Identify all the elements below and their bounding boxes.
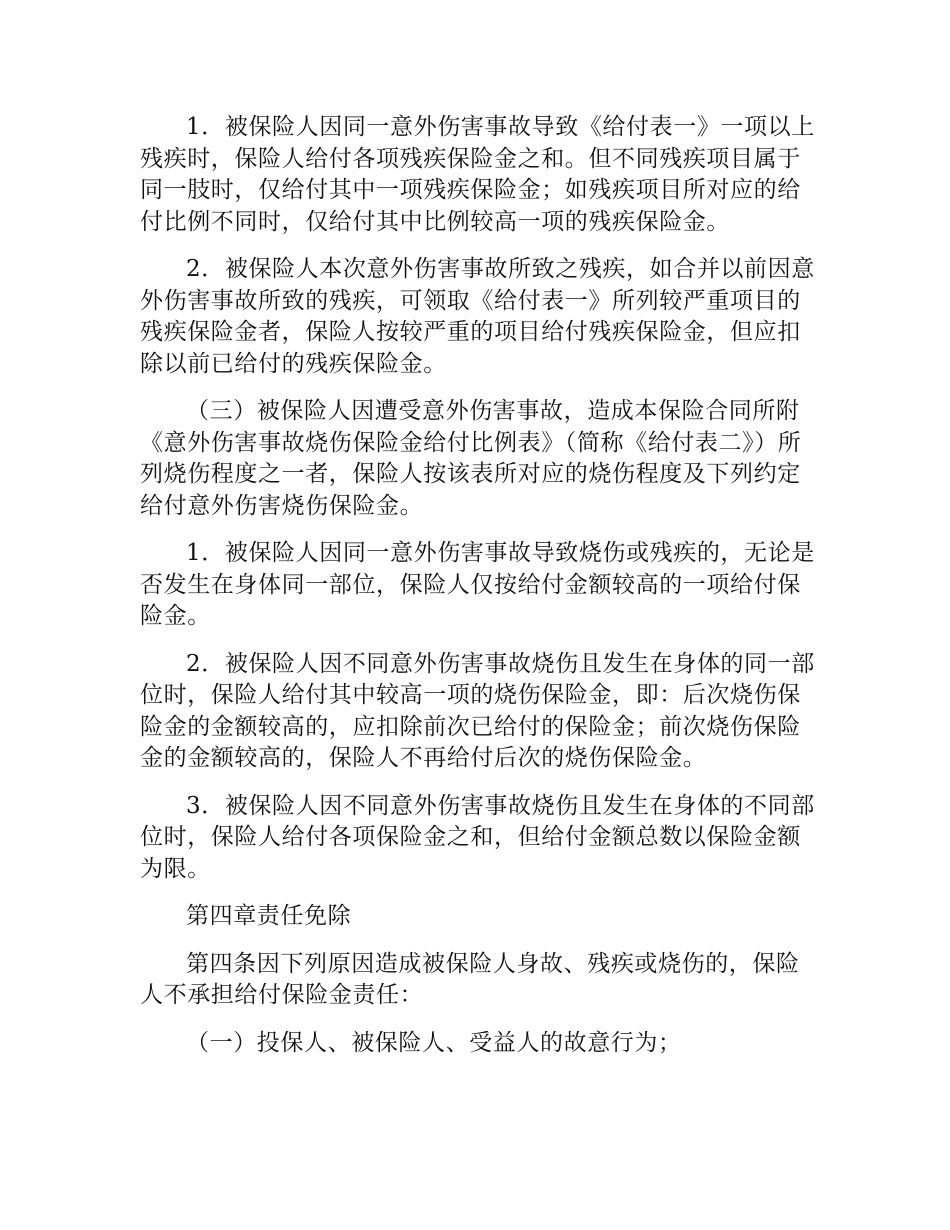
- paragraph-burn-same-part: 2．被保险人因不同意外伤害事故烧伤且发生在身体的同一部位时，保险人给付其中较高一项的烧伤保险金，即：后次烧伤保险金的金额较高的，应扣除前次已给付的保险金；前次烧伤保险金的金额较高的，保险人不再给付后次的烧伤保险金。: [140, 650, 815, 771]
- paragraph-disability-multiple: 1．被保险人因同一意外伤害事故导致《给付表一》一项以上残疾时，保险人给付各项残疾保险金之和。但不同残疾项目属于同一肢时，仅给付其中一项残疾保险金；如残疾项目所对应的给付比例不同时，仅给付其中比例较高一项的残疾保险金。: [140, 114, 815, 235]
- paragraph-disability-combined: 2．被保险人本次意外伤害事故所致之残疾，如合并以前因意外伤害事故所致的残疾，可领取《给付表一》所列较严重项目的残疾保险金者，保险人按较严重的项目给付残疾保险金，但应扣除以前已给付的残疾保险金。: [140, 256, 815, 377]
- document-page: [140, 112, 816, 1075]
- paragraph-burn-benefit: （三）被保险人因遭受意外伤害事故，造成本保险合同所附《意外伤害事故烧伤保险金给付比例表》（简称《给付表二》）所列烧伤程度之一者，保险人按该表所对应的烧伤程度及下列约定给付意外伤害烧伤保险金。: [140, 398, 802, 519]
- chapter-heading: 第四章责任免除: [186, 903, 352, 929]
- paragraph-burn-different-part: 3．被保险人因不同意外伤害事故烧伤且发生在身体的不同部位时，保险人给付各项保险金之和，但给付金额总数以保险金额为限。: [140, 792, 815, 882]
- paragraph-article-four: 第四条因下列原因造成被保险人身故、残疾或烧伤的，保险人不承担给付保险金责任：: [140, 950, 800, 1008]
- paragraph-burn-or-disability: 1．被保险人因同一意外伤害事故导致烧伤或残疾的，无论是否发生在身体同一部位，保险人仅按给付金额较高的一项给付保险金。: [140, 540, 815, 629]
- paragraph-exclusion-one: （一）投保人、被保险人、受益人的故意行为；: [186, 1029, 682, 1056]
